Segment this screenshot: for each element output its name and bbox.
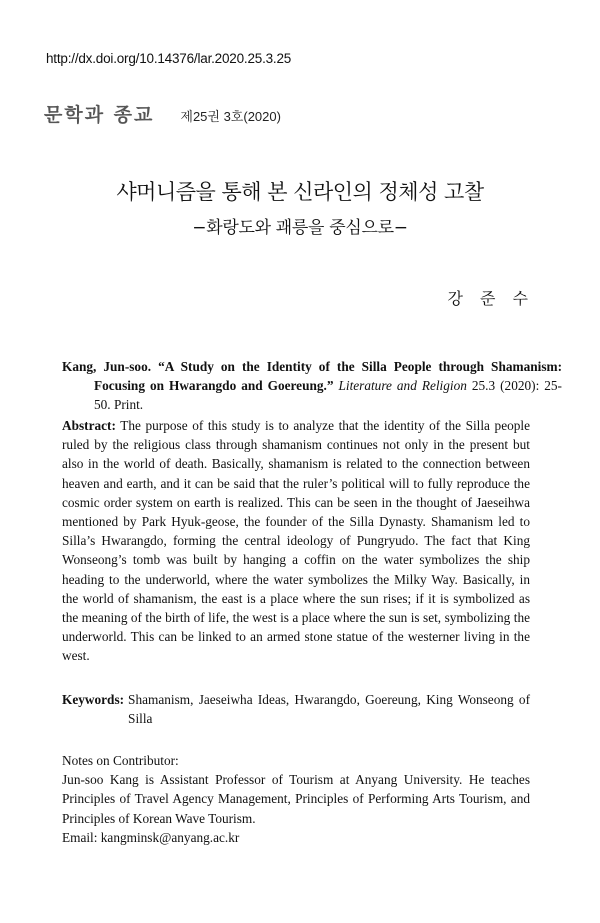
contributor-email[interactable]: Email: kangminsk@anyang.ac.kr: [62, 829, 240, 845]
article-title: 샤머니즘을 통해 본 신라인의 정체성 고찰: [116, 180, 484, 204]
citation-title: “A Study on the Identity of the Silla People through Shamanism: Focusing on Hwarangdo and Goereung.”: [94, 359, 562, 394]
contributor-bio: Jun-soo Kang is Assistant Professor of Tourism at Anyang University. He teaches Principles of Travel Agency Management, Principles of Performing Arts Tourism, and Principles of Korean Wave Tourism.: [62, 772, 530, 826]
journal-issue: 제25권 3호(2020): [180, 109, 281, 124]
keywords: [62, 690, 530, 728]
journal-header: [44, 100, 281, 127]
journal-logo: 문학과 종교: [44, 104, 155, 126]
abstract: [62, 416, 530, 666]
citation: [62, 357, 562, 415]
abstract-text: The purpose of this study is to analyze that the identity of the Silla people ruled by the religious class through shamanism continues not only in the present but also in the world of death. Basically, shamanism is related to the connection between heaven and earth, and it can be said that the ruler’s political will to fully reproduce the cosmic order system on earth is realized. This can be seen in the thought of Jaeseihwa mentioned by Park Hyuk-geose, the founder of the Silla Dynasty. Shamanism led to Silla’s Hwarangdo, forming the central ideology of Pungryudo. The fact that King Wonseong’s tomb was built by hanging a coffin on the water symbolizes the ship heading to the underworld, where the water symbolizes the Milky Way. Basically, in the world of shamanism, the east is a place where the sun rises; if it is symbolized as the meaning of the birth of life, the west is a place where the sun is set, symbolizing the underworld. This can be linked to an armed stone statue of the westerner living in the west.: [62, 418, 530, 664]
contributor-notes: [62, 751, 530, 847]
article-author: 강 준 수: [447, 289, 534, 308]
article-subtitle: −화랑도와 괘릉을 중심으로−: [192, 218, 408, 238]
keywords-label: Keywords:: [62, 692, 125, 707]
citation-authors: Kang, Jun-soo.: [62, 359, 152, 374]
contributor-heading: Notes on Contributor:: [62, 753, 179, 768]
doi-link[interactable]: http://dx.doi.org/10.14376/lar.2020.25.3.25: [46, 51, 292, 66]
keywords-text: Shamanism, Jaeseiwha Ideas, Hwarangdo, Goereung, King Wonseong of Silla: [128, 692, 530, 727]
citation-journal: Literature and Religion: [338, 378, 467, 394]
citation-details: 25.3 (2020): 25-50. Print.: [94, 378, 562, 413]
abstract-label: Abstract:: [62, 418, 116, 433]
